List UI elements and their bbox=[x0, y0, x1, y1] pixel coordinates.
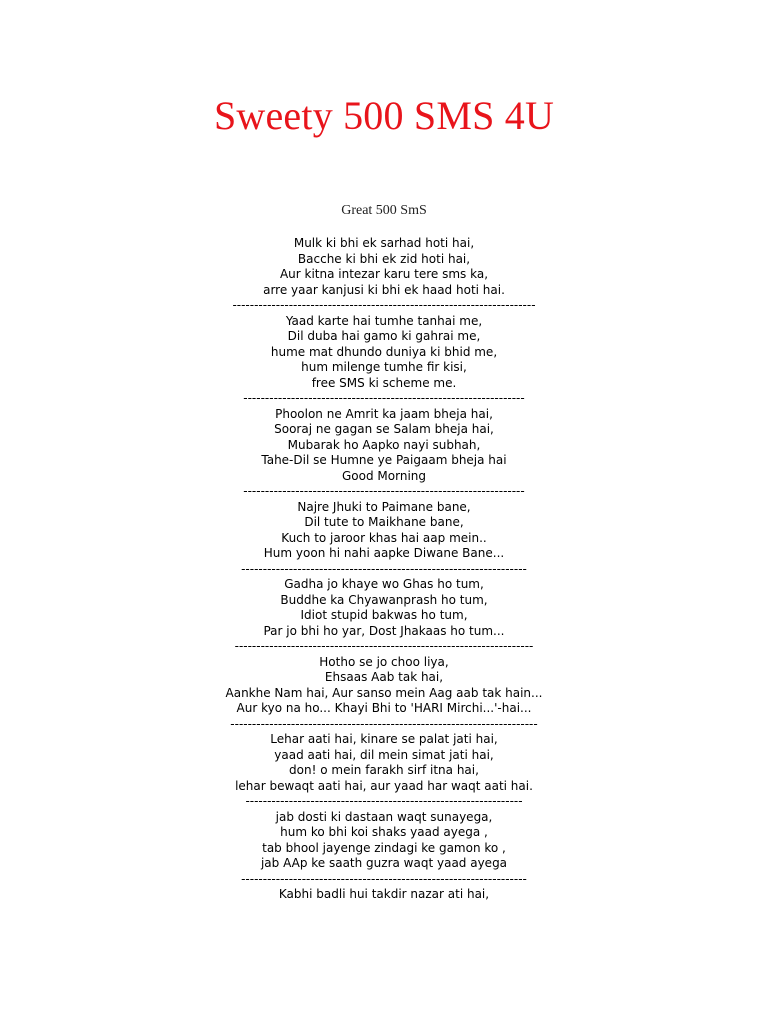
sms-line: hum milenge tumhe fir kisi, bbox=[301, 360, 467, 374]
sms-line: Bacche ki bhi ek zid hoti hai, bbox=[297, 251, 471, 266]
sms-line: Najre Jhuki to Paimane bane, bbox=[297, 499, 471, 514]
separator-line: ------------------------------------------------------------------ bbox=[241, 871, 527, 886]
sms-line: Kuch to jaroor khas hai aap mein.. bbox=[281, 530, 487, 545]
sms-line: Mulk ki bhi ek sarhad hoti hai, bbox=[293, 236, 475, 250]
sms-line: yaad aati hai, dil mein simat jati hai, bbox=[274, 747, 494, 762]
sms-line: Sooraj ne gagan se Salam bheja hai, bbox=[274, 422, 494, 436]
sms-block bbox=[0, 887, 768, 903]
separator-line: ---------------------------------------------------------------------- bbox=[232, 298, 536, 312]
sms-line: don! o mein farakh sirf itna hai, bbox=[289, 763, 479, 777]
page-title: Sweety 500 SMS 4U bbox=[213, 93, 555, 138]
sms-line: jab dosti ki dastaan waqt sunayega, bbox=[275, 809, 493, 824]
separator-line: --------------------------------------------------------------------- bbox=[234, 639, 534, 653]
page-subtitle: Great 500 SmS bbox=[341, 203, 427, 218]
sms-line: Lehar aati hai, kinare se palat jati hai, bbox=[270, 732, 498, 746]
sms-line: Ehsaas Aab tak hai, bbox=[324, 670, 444, 684]
sms-line: Dil duba hai gamo ki gahrai me, bbox=[287, 329, 481, 343]
sms-line: tab bhool jayenge zindagi ke gamon ko , bbox=[262, 840, 506, 855]
sms-line: Kabhi badli hui takdir nazar ati hai, bbox=[278, 887, 490, 901]
sms-block bbox=[0, 500, 768, 578]
sms-line: Hum yoon hi nahi aapke Diwane Bane... bbox=[263, 546, 505, 560]
sms-line: lehar bewaqt aati hai, aur yaad har waqt aati hai. bbox=[235, 778, 533, 793]
sms-line: Yaad karte hai tumhe tanhai me, bbox=[285, 313, 483, 328]
sms-line: Aur kitna intezar karu tere sms ka, bbox=[279, 267, 489, 281]
sms-line: jab AAp ke saath guzra waqt yaad ayega bbox=[260, 856, 508, 870]
sms-line: hum ko bhi koi shaks yaad ayega , bbox=[280, 825, 488, 839]
sms-block bbox=[0, 577, 768, 655]
sms-line: Tahe-Dil se Humne ye Paigaam bheja hai bbox=[261, 453, 507, 467]
sms-line: Good Morning bbox=[342, 468, 426, 483]
sms-block bbox=[0, 655, 768, 733]
sms-line: Phoolon ne Amrit ka jaam bheja hai, bbox=[275, 406, 493, 421]
sms-line: Aur kyo na ho... Khayi Bhi to 'HARI Mirchi...'-hai... bbox=[236, 701, 532, 715]
sms-block bbox=[0, 810, 768, 888]
sms-line: Mubarak ho Aapko nayi subhah, bbox=[287, 437, 481, 452]
separator-line: ---------------------------------------------------------------- bbox=[245, 794, 523, 808]
sms-line: Gadha jo khaye wo Ghas ho tum, bbox=[284, 577, 484, 591]
sms-block bbox=[0, 732, 768, 810]
sms-block bbox=[0, 407, 768, 500]
separator-line: ------------------------------------------------------------------ bbox=[241, 561, 527, 576]
separator-line: ----------------------------------------------------------------------- bbox=[230, 716, 538, 731]
sms-line: Par jo bhi ho yar, Dost Jhakaas ho tum... bbox=[263, 623, 505, 638]
sms-line: free SMS ki scheme me. bbox=[311, 375, 457, 390]
sms-line: arre yaar kanjusi ki bhi ek haad hoti hai. bbox=[263, 282, 505, 297]
sms-line: Buddhe ka Chyawanprash ho tum, bbox=[280, 592, 488, 607]
separator-line: ----------------------------------------------------------------- bbox=[243, 484, 525, 498]
sms-line: Idiot stupid bakwas ho tum, bbox=[300, 608, 468, 622]
sms-line: hume mat dhundo duniya ki bhid me, bbox=[270, 344, 498, 359]
sms-content bbox=[0, 236, 768, 903]
sms-block bbox=[0, 314, 768, 407]
sms-line: Dil tute to Maikhane bane, bbox=[304, 515, 464, 529]
sms-block bbox=[0, 236, 768, 314]
separator-line: ----------------------------------------------------------------- bbox=[243, 391, 525, 405]
sms-line: Hotho se jo choo liya, bbox=[319, 654, 449, 669]
sms-line: Aankhe Nam hai, Aur sanso mein Aag aab tak hain... bbox=[225, 685, 543, 700]
